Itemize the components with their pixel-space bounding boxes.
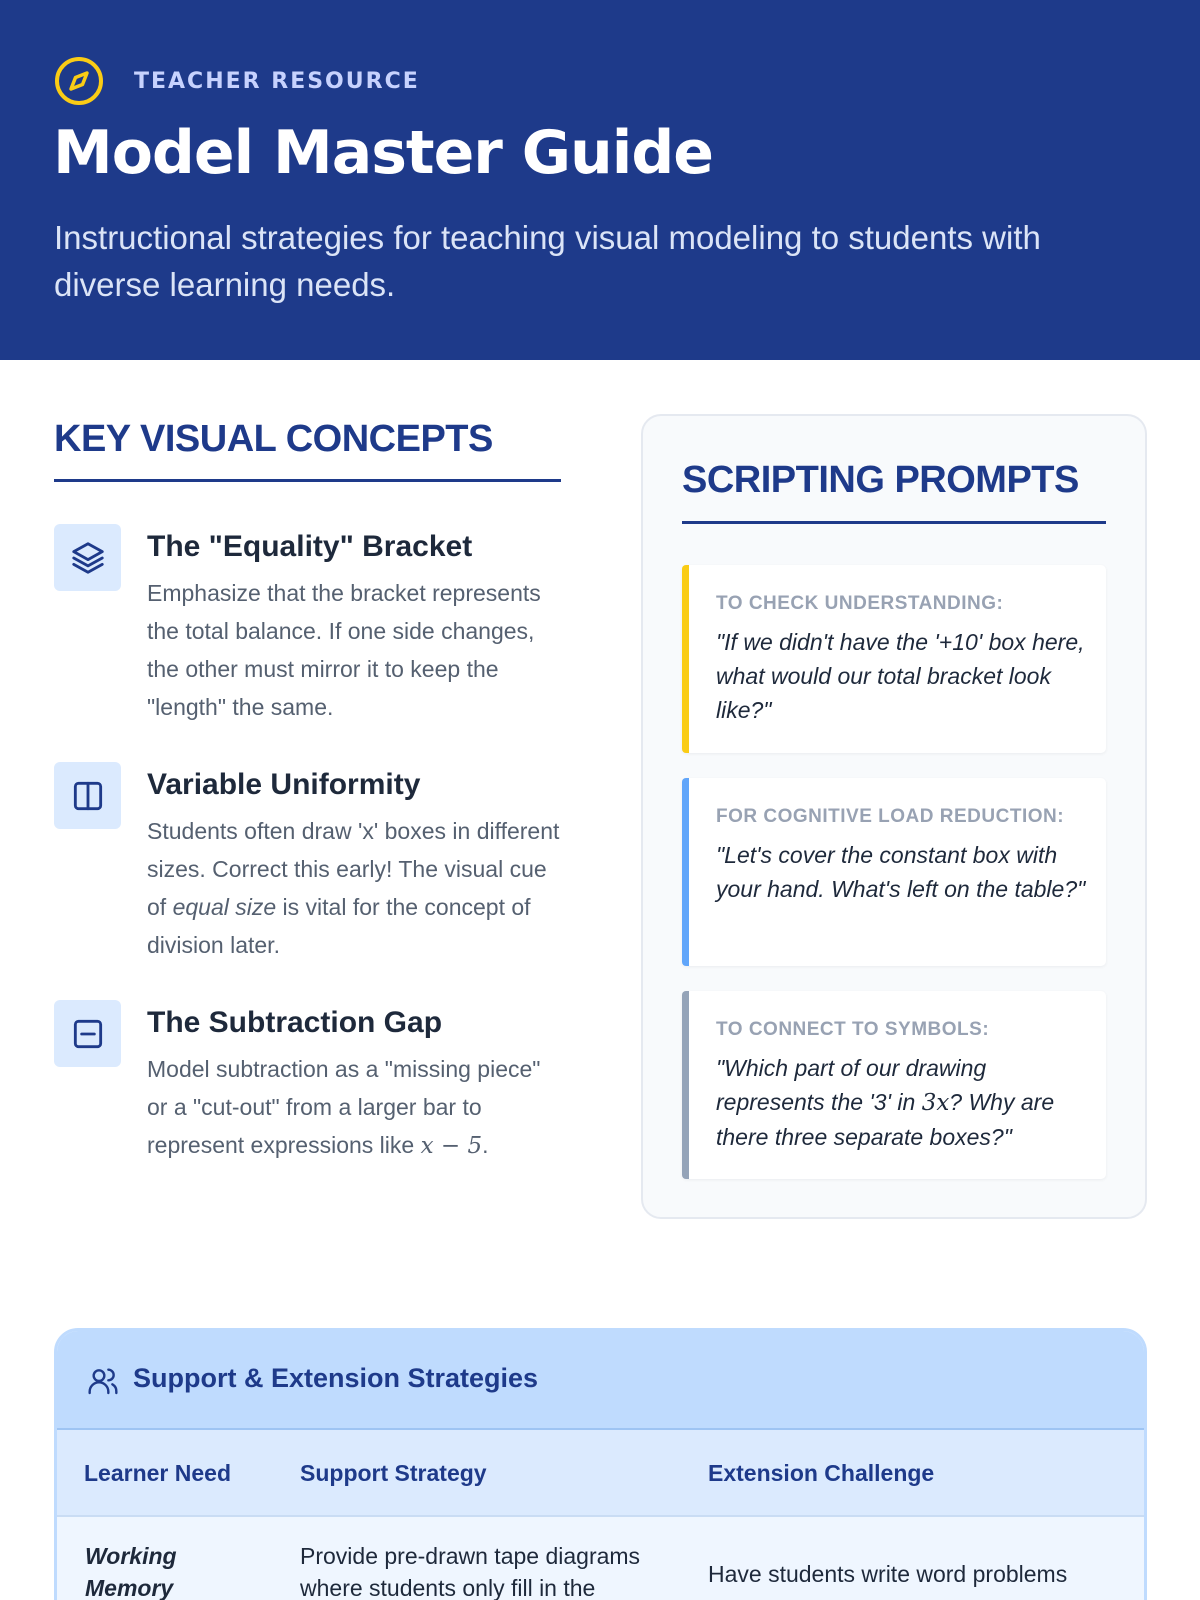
section-divider — [54, 479, 561, 482]
prompt-quote: "Which part of our drawing represents the '3' in 3x? Why are there three separate boxes?" — [716, 1055, 1055, 1150]
accent-bar — [682, 991, 689, 1179]
compass-icon — [54, 56, 104, 106]
column-header: Extension Challenge — [708, 1460, 935, 1486]
support-header — [57, 1331, 1144, 1428]
accent-bar — [682, 778, 689, 966]
support-extension-card — [54, 1328, 1147, 1600]
page-subtitle: Instructional strategies for teaching visual modeling to students with diverse learning needs. — [54, 219, 1041, 303]
math-expression: 3x — [921, 1090, 950, 1116]
table-header — [57, 1428, 1144, 1517]
prompt-quote: "If we didn't have the '+10' box here, what would our total bracket look like?" — [716, 629, 1085, 723]
columns-icon — [54, 762, 121, 829]
concept-text: Emphasize that the bracket represents the total balance. If one side changes, the other must mirror it to keep the "length" the same. — [147, 580, 541, 720]
concept-heading: The "Equality" Bracket — [147, 530, 473, 563]
header — [0, 0, 1200, 360]
section-divider — [682, 521, 1106, 524]
scripting-prompts-title: SCRIPTING PROMPTS — [682, 459, 1079, 501]
minus-square-icon — [54, 1000, 121, 1067]
badge-label: TEACHER RESOURCE — [134, 68, 420, 94]
concept-text: Model subtraction as a "missing piece" or a "cut-out" from a larger bar to represent expressions like x − 5. — [147, 1056, 541, 1159]
resource-badge — [54, 56, 420, 106]
layers-icon — [54, 524, 121, 591]
extension-challenge-cell: Have students write word problems — [708, 1561, 1068, 1587]
learner-need-cell: Working Memory — [85, 1543, 177, 1600]
support-title: Support & Extension Strategies — [133, 1363, 539, 1393]
concept-heading: Variable Uniformity — [147, 768, 421, 801]
prompt-label: TO CHECK UNDERSTANDING: — [716, 593, 1004, 614]
prompt-card — [682, 565, 1106, 753]
column-header: Support Strategy — [300, 1460, 487, 1486]
prompt-card — [682, 778, 1106, 966]
column-header: Learner Need — [84, 1460, 232, 1486]
math-expression: x − 5 — [420, 1133, 483, 1159]
key-concepts-title: KEY VISUAL CONCEPTS — [54, 418, 493, 460]
prompt-card — [682, 991, 1106, 1179]
prompt-label: TO CONNECT TO SYMBOLS: — [716, 1019, 990, 1040]
support-strategy-cell: Provide pre-drawn tape diagrams where students only fill in the — [300, 1543, 641, 1600]
accent-bar — [682, 565, 689, 753]
users-icon — [87, 1365, 119, 1397]
concept-heading: The Subtraction Gap — [147, 1006, 443, 1039]
page-title: Model Master Guide — [53, 118, 713, 188]
concept-text: Students often draw 'x' boxes in different sizes. Correct this early! The visual cue of equal size is vital for the concept of division later. — [147, 818, 560, 958]
emphasis-text: equal size — [172, 894, 277, 920]
prompt-label: FOR COGNITIVE LOAD REDUCTION: — [716, 806, 1065, 827]
prompt-quote: "Let's cover the constant box with your hand. What's left on the table?" — [716, 842, 1086, 902]
